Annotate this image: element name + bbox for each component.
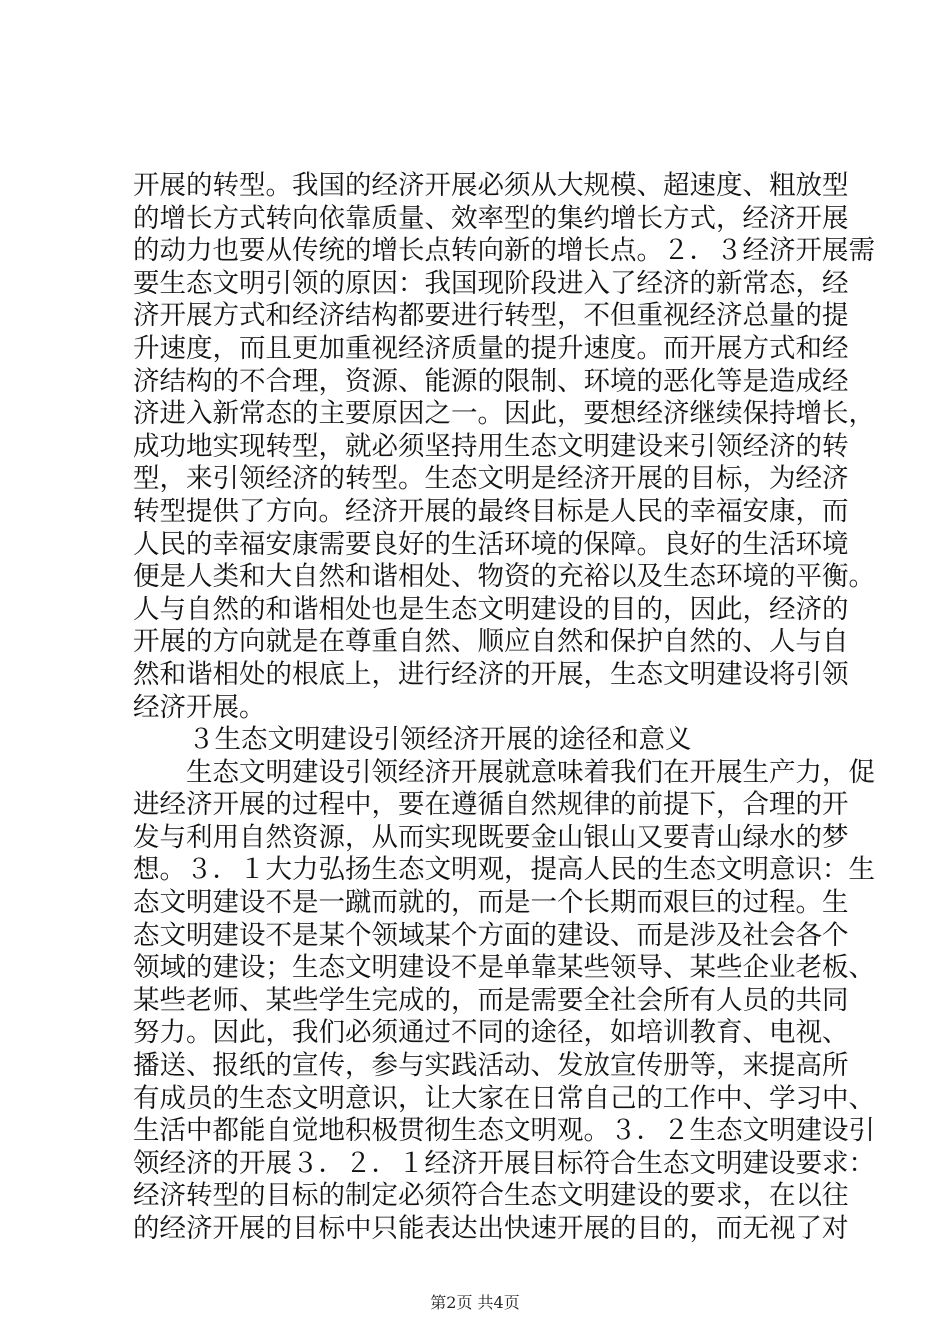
text-line: 某些老师、某些学生完成的，而是需要全社会所有人员的共同 (133, 984, 849, 1016)
text-line: 发与利用自然资源，从而实现既要金山银山又要青山绿水的梦 (133, 821, 849, 853)
text-line: 的动力也要从传统的增长点转向新的增长点。２．３经济开展需 (133, 235, 875, 267)
section-heading: ３生态文明建设引领经济开展的途径和意义 (188, 724, 692, 756)
text-line: 然和谐相处的根底上，进行经济的开展，生态文明建设将引领 (133, 658, 849, 690)
text-line: 济进入新常态的主要原因之一。因此，要想经济继续保持增长， (133, 398, 875, 430)
text-line: 态文明建设不是某个领域某个方面的建设、而是涉及社会各个 (133, 919, 849, 951)
text-line: 济结构的不合理，资源、能源的限制、环境的恶化等是造成经 (133, 365, 849, 397)
text-line: 的增长方式转向依靠质量、效率型的集约增长方式，经济开展 (133, 202, 849, 234)
text-line: 成功地实现转型，就必须坚持用生态文明建设来引领经济的转 (133, 430, 849, 462)
text-line: 人民的幸福安康需要良好的生活环境的保障。良好的生活环境 (133, 528, 849, 560)
text-line: 型，来引领经济的转型。生态文明是经济开展的目标，为经济 (133, 463, 849, 495)
text-line: 要生态文明引领的原因：我国现阶段进入了经济的新常态，经 (133, 267, 849, 299)
text-line: 进经济开展的过程中，要在遵循自然规律的前提下，合理的开 (133, 789, 849, 821)
text-line: 生态文明建设引领经济开展就意味着我们在开展生产力，促 (186, 756, 875, 788)
body-text (133, 170, 875, 1246)
text-line: 便是人类和大自然和谐相处、物资的充裕以及生态环境的平衡。 (133, 561, 875, 593)
text-line: 的经济开展的目标中只能表达出快速开展的目的，而无视了对 (133, 1213, 849, 1244)
text-line: 生活中都能自觉地积极贯彻生态文明观。３．２生态文明建设引 (133, 1115, 875, 1147)
text-line: 努力。因此，我们必须通过不同的途径，如培训教育、电视、 (133, 1017, 849, 1049)
text-line: 想。３．１大力弘扬生态文明观，提高人民的生态文明意识：生 (133, 854, 875, 886)
text-line: 领域的建设；生态文明建设不是单靠某些领导、某些企业老板、 (133, 952, 875, 984)
text-line: 领经济的开展３．２．１经济开展目标符合生态文明建设要求： (133, 1147, 875, 1179)
page-footer (0, 1290, 950, 1313)
page-number: 第2页 共4页 (430, 1293, 520, 1312)
text-line: 开展的方向就是在尊重自然、顺应自然和保护自然的、人与自 (133, 626, 849, 658)
text-line: 转型提供了方向。经济开展的最终目标是人民的幸福安康，而 (133, 495, 849, 527)
text-line: 有成员的生态文明意识，让大家在日常自己的工作中、学习中、 (133, 1082, 875, 1114)
text-line: 济开展方式和经济结构都要进行转型，不但重视经济总量的提 (133, 300, 849, 332)
text-line: 播送、报纸的宣传，参与实践活动、发放宣传册等，来提高所 (133, 1050, 849, 1082)
text-line: 升速度，而且更加重视经济质量的提升速度。而开展方式和经 (133, 332, 849, 364)
text-line: 开展的转型。我国的经济开展必须从大规模、超速度、粗放型 (133, 170, 849, 201)
text-line: 人与自然的和谐相处也是生态文明建设的目的，因此，经济的 (133, 593, 849, 625)
text-line: 经济开展。 (133, 691, 266, 723)
text-line: 态文明建设不是一蹴而就的，而是一个长期而艰巨的过程。生 (133, 887, 849, 919)
text-line: 经济转型的目标的制定必须符合生态文明建设的要求，在以往 (133, 1180, 849, 1212)
